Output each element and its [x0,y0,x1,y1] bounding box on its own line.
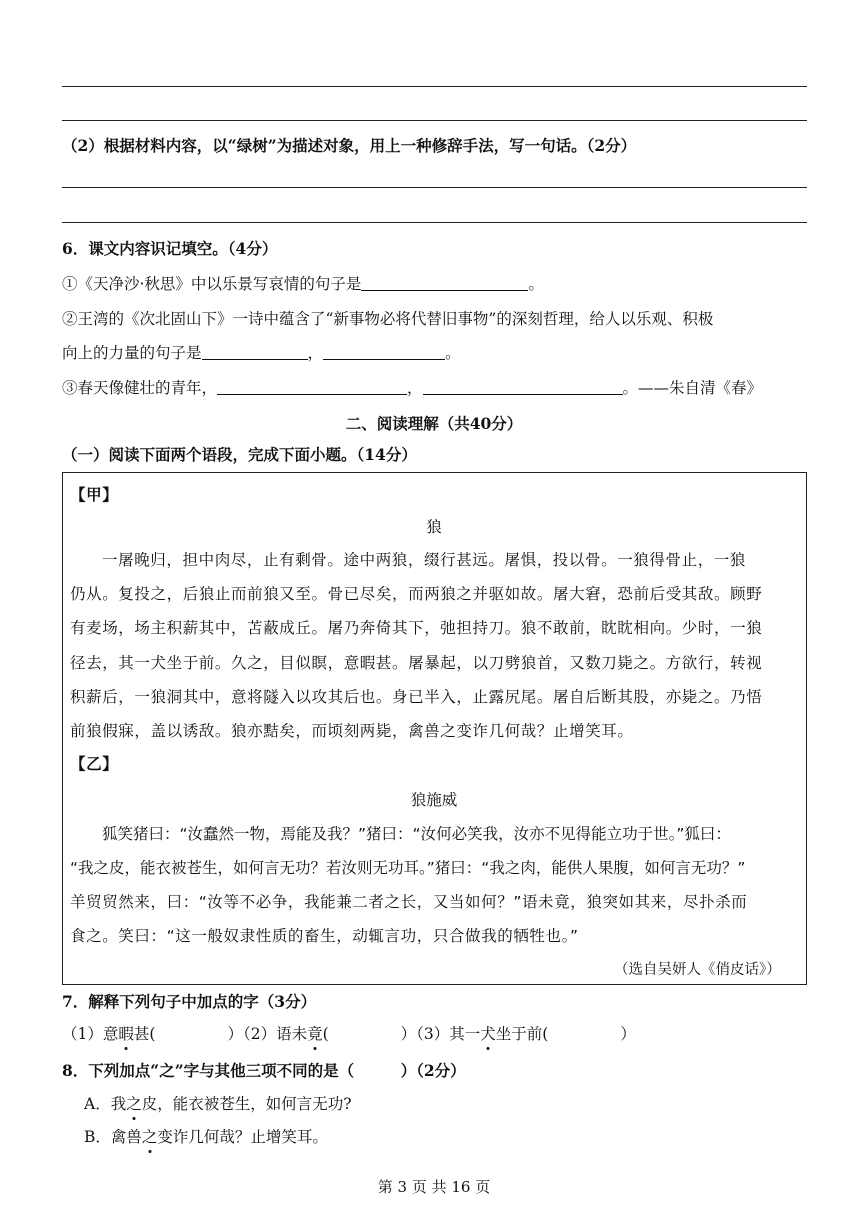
section-2-heading: 二、阅读理解（共40分） [345,414,523,433]
passage-jia-line: 径去，其一犬坐于前。久之，目似瞑，意暇甚。屠暴起，以刀劈狼首，又数刀毙之。方欲行，转视 [70,654,763,672]
dotted-char: 之 [126,1095,142,1113]
passage-jia-line: 前狼假寐，盖以诱敌。狼亦黠矣，而顷刻两毙，禽兽之变诈几何哉？止增笑耳。 [70,722,634,740]
dotted-char: 暇 [118,1025,134,1043]
passage-yi-line: 狐笑猪曰：“汝蠢然一物，焉能及我？”猪曰：“汝何必笑我，汝亦不见得能立功于世。”狐曰： [102,825,731,843]
question-7-items: （1）意暇甚( ）（2）语未竟( ）（3）其一犬坐于前( ） [62,1025,636,1043]
fill-blank[interactable] [361,274,528,291]
question-8-title: 8．下列加点“之”字与其他三项不同的是（ ）（2分） [62,1061,466,1080]
question-6-item-2: ②王湾的《次北固山下》一诗中蕴含了“新事物必将代替旧事物”的深刻哲理，给人以乐观、积极 [62,310,714,328]
fill-blank[interactable] [423,378,623,395]
passage-jia-line: 仍从。复投之，后狼止而前狼又至。骨已尽矣，而两狼之并驱如故。屠大窘，恐前后受其敌。顾野 [70,585,763,603]
answer-line [62,187,807,188]
part-1-heading: （一）阅读下面两个语段，完成下面小题。（14分） [62,445,417,464]
fill-blank[interactable] [323,343,445,360]
question-8-option-a[interactable]: A．我之皮，能衣被苍生，如何言无功? [84,1095,352,1113]
page-footer: 第 3 页 共 16 页 [377,1178,491,1196]
question-6-item-2-cont: 向上的力量的句子是 ， 。 [62,344,461,362]
question-8-option-b[interactable]: B．禽兽之变诈几何哉？止增笑耳。 [84,1128,328,1146]
answer-line [62,120,807,121]
question-6-item-1: ①《天净沙·秋思》中以乐景写哀情的句子是 。 [62,275,544,293]
passage-jia-title: 狼 [426,518,442,536]
dotted-char: 犬 [480,1025,496,1043]
fill-blank[interactable] [202,343,308,360]
question-5-2: （2）根据材料内容，以“绿树”为描述对象，用上一种修辞手法，写一句话。（2分） [62,136,637,155]
passage-jia-line: 有麦场，场主积薪其中，苫蔽成丘。屠乃奔倚其下，弛担持刀。狼不敢前，眈眈相向。少时，一狼 [70,619,763,637]
question-6-title: 6．课文内容识记填空。（4分） [62,239,278,258]
question-6-item-3: ③春天像健壮的青年， ， 。——朱自清《春》 [62,379,763,397]
answer-line [62,222,807,223]
passage-jia-label: 【甲】 [70,486,119,504]
passage-yi-label: 【乙】 [70,755,119,773]
passage-yi-source: （选自吴妍人《俏皮话》） [614,962,781,978]
dotted-char: 竟 [307,1025,323,1043]
passage-yi-title: 狼施威 [410,791,458,809]
passage-yi-line: 羊贸贸然来，曰：“汝等不必争，我能兼二者之长，又当如何？”语未竟，狼突如其来，尽扑杀而 [70,893,748,911]
answer-line [62,86,807,87]
question-7-title: 7．解释下列句子中加点的字（3分） [62,992,317,1011]
fill-blank[interactable] [217,378,407,395]
passage-jia-line: 一屠晚归，担中肉尽，止有剩骨。途中两狼，缀行甚远。屠惧，投以骨。一狼得骨止，一狼 [102,551,747,569]
dotted-char: 之 [141,1128,158,1146]
passage-yi-line: “我之皮，能衣被苍生，如何言无功？若汝则无功耳。”猪曰：“我之肉，能供人果腹，如何言无功？” [70,859,746,877]
passage-jia-line: 积薪后，一狼洞其中，意将隧入以攻其后也。身已半入，止露尻尾。屠自后断其股，亦毙之。乃悟 [70,688,763,706]
passage-yi-line: 食之。笑曰：“这一般奴隶性质的畜生，动辄言功，只合做我的牺牲也。” [70,927,579,945]
